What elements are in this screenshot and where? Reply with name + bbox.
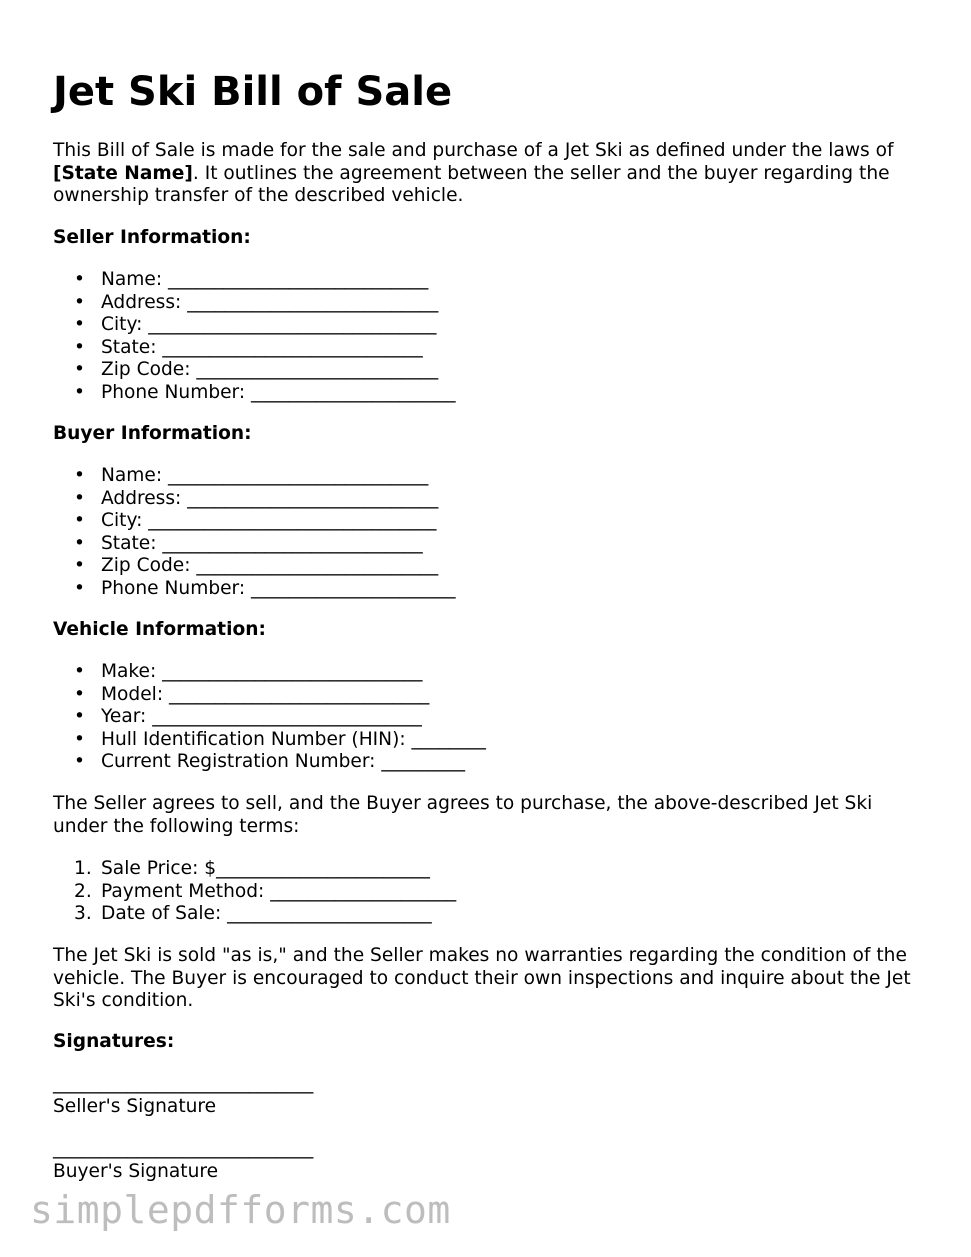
buyer-heading: Buyer Information:	[53, 423, 252, 444]
state-name-placeholder: [State Name]	[53, 162, 193, 184]
payment-method-field[interactable]	[53, 881, 456, 904]
term-text: Payment Method: ____________________	[101, 880, 457, 902]
intro-text-2: . It outlines the agreement between the seller and the buyer regarding the ownership transfer of the described vehicle.	[53, 162, 890, 207]
intro-text-1: This Bill of Sale is made for the sale and purchase of a Jet Ski as defined under the laws of	[53, 140, 894, 161]
vehicle-heading: Vehicle Information:	[53, 619, 266, 640]
term-number: 2.	[74, 880, 92, 902]
vehicle-fields-list	[53, 661, 486, 774]
seller-heading: Seller Information:	[53, 227, 251, 248]
term-number: 3.	[74, 903, 92, 925]
seller-zip-field[interactable]: • Zip Code: __________________________	[53, 359, 456, 382]
watermark: simplepdfforms.com	[30, 1188, 451, 1232]
vehicle-registration-field[interactable]: • Current Registration Number: _________	[53, 751, 486, 774]
term-text: Sale Price: $_______________________	[101, 858, 430, 879]
seller-phone-field[interactable]: • Phone Number: ______________________	[53, 382, 456, 405]
sale-price-field[interactable]	[53, 858, 456, 881]
signatures-heading: Signatures:	[53, 1031, 175, 1052]
term-text: Date of Sale: ______________________	[101, 903, 432, 925]
buyer-fields-list	[53, 465, 456, 601]
seller-signature-line[interactable]: ____________________________	[53, 1073, 314, 1094]
seller-address-field[interactable]: • Address: ___________________________	[53, 292, 456, 315]
seller-name-field[interactable]: • Name: ____________________________	[53, 269, 456, 292]
buyer-state-field[interactable]: • State: ____________________________	[53, 533, 456, 556]
date-of-sale-field[interactable]	[53, 903, 456, 926]
vehicle-hin-field[interactable]: • Hull Identification Number (HIN): ________	[53, 729, 486, 752]
seller-fields-list	[53, 269, 456, 405]
buyer-zip-field[interactable]: • Zip Code: __________________________	[53, 555, 456, 578]
buyer-city-field[interactable]: • City: _______________________________	[53, 510, 456, 533]
page-title: Jet Ski Bill of Sale	[53, 69, 453, 115]
vehicle-make-field[interactable]: • Make: ____________________________	[53, 661, 486, 684]
seller-signature-label: Seller's Signature	[53, 1096, 217, 1117]
buyer-signature-label: Buyer's Signature	[53, 1161, 219, 1182]
intro-paragraph	[53, 140, 923, 208]
seller-state-field[interactable]: • State: ____________________________	[53, 337, 456, 360]
terms-intro: The Seller agrees to sell, and the Buyer agrees to purchase, the above-described Jet Ski under the following terms:	[53, 793, 873, 837]
buyer-name-field[interactable]: • Name: ____________________________	[53, 465, 456, 488]
buyer-signature-line[interactable]: ____________________________	[53, 1138, 314, 1159]
as-is-disclaimer: The Jet Ski is sold "as is," and the Seller makes no warranties regarding the condition of the vehicle. The Buyer is encouraged to conduct their own inspections and inquire about the Jet Ski's condition.	[53, 945, 911, 1012]
terms-list	[53, 858, 456, 926]
seller-city-field[interactable]: • City: _______________________________	[53, 314, 456, 337]
buyer-address-field[interactable]: • Address: ___________________________	[53, 488, 456, 511]
vehicle-year-field[interactable]: • Year: _____________________________	[53, 706, 486, 729]
term-number: 1.	[74, 858, 92, 879]
buyer-phone-field[interactable]: • Phone Number: ______________________	[53, 578, 456, 601]
vehicle-model-field[interactable]: • Model: ____________________________	[53, 684, 486, 707]
